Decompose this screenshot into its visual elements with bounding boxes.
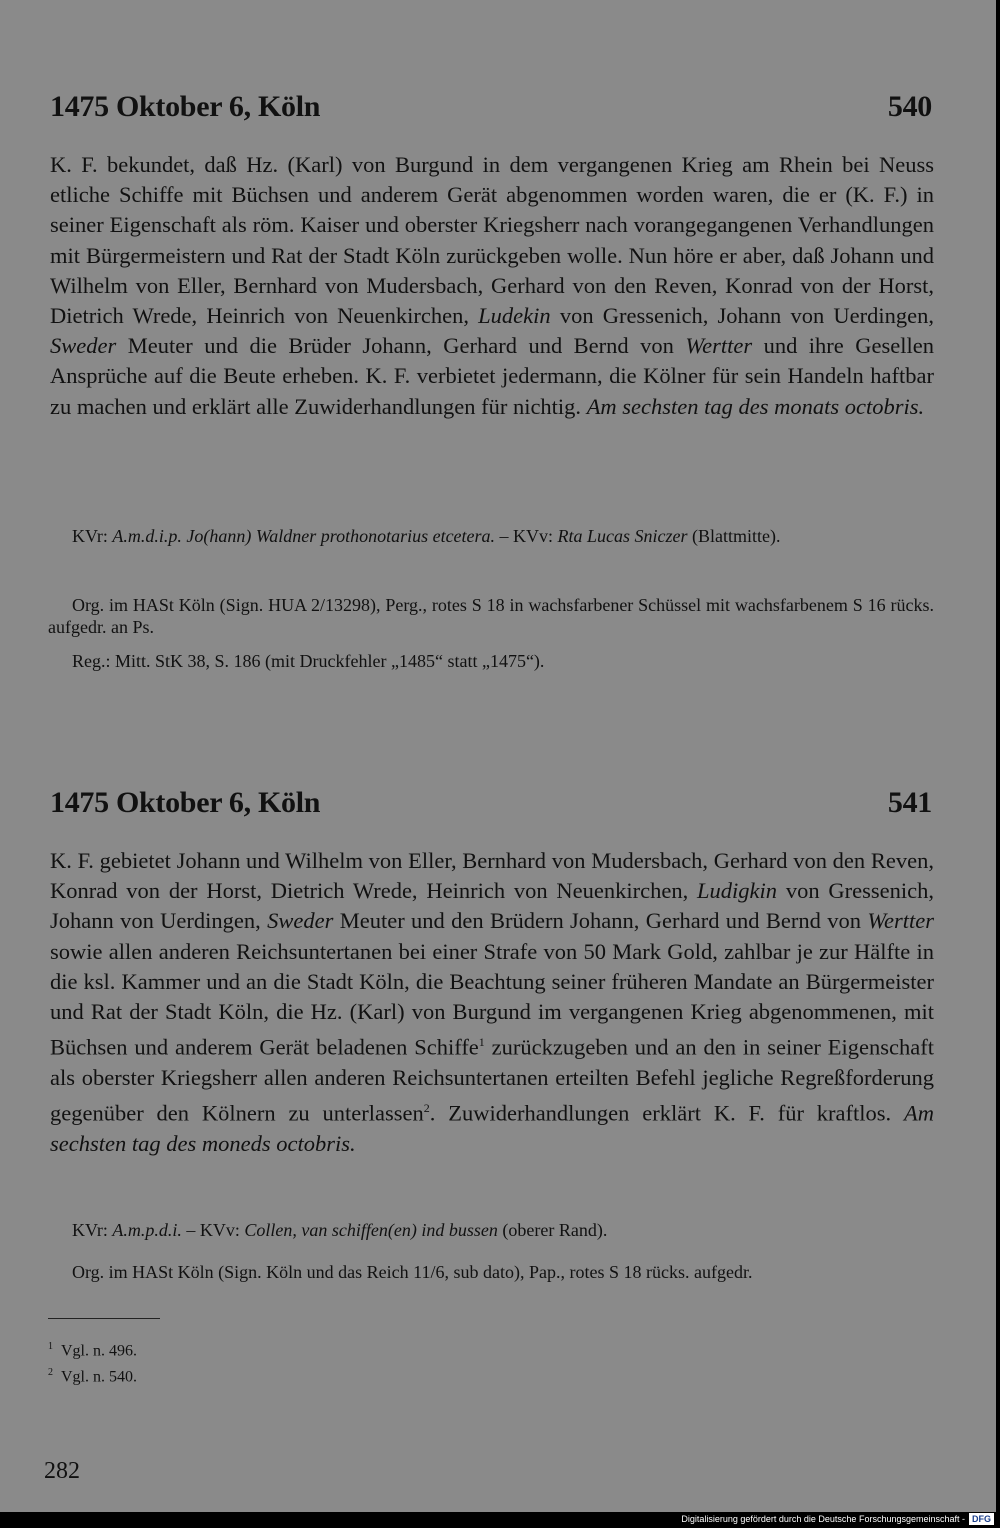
footnote-ref: 2	[423, 1101, 430, 1116]
body-text-segment: K. F. bekundet, daß Hz. (Karl) von Burgund in dem vergangenen Krieg am Rhein bei Neuss etliche Schiffe mit Büchsen und anderem Gerät abgenommen worden waren, die er (K. F.) in seiner Eigenschaft als röm. Kaiser und oberster Kriegsherr nach vorangegangenen Verhandlungen mit Bürgermeistern und Rat der Stadt Köln zurückgeben wolle. Nun höre er aber, daß Johann und Wilhelm von Eller, Bernhard von Mudersbach, Gerhard von den Reven, Konrad von der Horst, Dietrich Wrede, Heinrich von Neuenkirchen,	[50, 152, 934, 329]
body-italic-segment: Sweder	[50, 333, 117, 359]
body-italic-segment: Ludekin	[478, 303, 551, 329]
body-text-segment: und ihre Gesellen Ansprüche auf die Beute erheben. K. F. verbietet jedermann, die Kölner für sein Handeln haftbar zu machen und erklärt alle Zuwiderhandlungen für nichtig.	[50, 333, 934, 419]
kv-value: A.m.d.i.p. Jo(hann) Waldner prothonotarius etcetera.	[112, 526, 496, 546]
kv-note	[48, 1219, 934, 1241]
body-italic-segment: Sweder	[267, 908, 334, 934]
body-italic-segment: Am sechsten tag des moneds octobris.	[50, 1100, 934, 1156]
footnote-mark: 1	[48, 1341, 53, 1352]
regest-note: Reg.: Mitt. StK 38, S. 186 (mit Druckfehler „1485“ statt „1475“).	[72, 651, 545, 671]
original-note: Org. im HASt Köln (Sign. HUA 2/13298), Perg., rotes S 18 in wachsfarbener Schüssel mit wachsfarbenem S 16 rücks. aufgedr. an Ps.	[48, 595, 934, 637]
original-note: Org. im HASt Köln (Sign. Köln und das Reich 11/6, sub dato), Pap., rotes S 18 rücks. aufgedr.	[72, 1262, 753, 1282]
funding-bar	[681, 1513, 994, 1525]
body-text-segment: Meuter und die Brüder Johann, Gerhard und Bernd von	[116, 333, 686, 359]
kv-value: Rta Lucas Sniczer	[557, 526, 688, 546]
page-number: 282	[44, 1458, 80, 1484]
entry-number: 541	[887, 786, 932, 819]
kv-label: – KVv:	[181, 1220, 245, 1240]
kv-tail: (Blattmitte).	[687, 526, 781, 546]
footnotes	[48, 1336, 137, 1389]
kv-note	[48, 525, 934, 547]
body-italic-segment: Am sechsten tag des monats octobris.	[586, 393, 925, 419]
funding-note: Digitalisierung gefördert durch die Deutsche Forschungsgemeinschaft -	[681, 1514, 965, 1524]
entry-body	[50, 846, 934, 1159]
kv-value: Collen, van schiffen(en) ind bussen	[244, 1220, 498, 1240]
kv-value: A.m.p.d.i.	[112, 1220, 182, 1240]
entry-body	[50, 150, 934, 422]
footnote-mark: 2	[48, 1367, 53, 1379]
kv-tail: (oberer Rand).	[497, 1220, 608, 1240]
entry-date-place: 1475 Oktober 6, Köln	[50, 786, 321, 819]
body-italic-segment: Ludigkin	[697, 878, 778, 904]
body-text-segment: . Zuwiderhandlungen erklärt K. F. für kraftlos.	[429, 1100, 904, 1126]
body-text-segment: K. F. gebietet Johann und Wilhelm von Eller, Bernhard von Mudersbach, Gerhard von den Reven, Konrad von der Horst, Dietrich Wrede, Heinrich von Neuenkirchen,	[50, 848, 934, 904]
kv-label: – KVv:	[495, 526, 558, 546]
footnote-text: Vgl. n. 540.	[61, 1368, 137, 1386]
body-text-segment: zurückzugeben und an den in seiner Eigenschaft als oberster Kriegsherr allen anderen Reichsuntertanen erteilten Befehl jegliche Regreßforderung gegenüber den Kölnern zu unterlassen	[50, 1034, 934, 1126]
footnote-item	[48, 1336, 137, 1362]
entry-number: 540	[887, 90, 932, 123]
kv-label: KVr:	[72, 526, 113, 546]
footnote-item	[48, 1362, 137, 1388]
entry-heading	[50, 786, 932, 820]
body-text-segment: von Gressenich, Johann von Uerdingen,	[550, 303, 934, 329]
body-text-segment: Meuter und den Brüdern Johann, Gerhard und Bernd von	[333, 908, 868, 934]
body-italic-segment: Wertter	[685, 333, 753, 359]
footnote-ref: 1	[478, 1035, 485, 1050]
body-text-segment: von Gressenich, Johann von Uerdingen,	[50, 878, 934, 934]
kv-label: KVr:	[72, 1220, 113, 1240]
footnote-text: Vgl. n. 496.	[61, 1342, 137, 1360]
entry-heading	[50, 90, 932, 124]
dfg-logo-icon[interactable]: DFG	[969, 1513, 994, 1525]
body-italic-segment: Wertter	[867, 908, 934, 934]
body-text-segment: sowie allen anderen Reichsuntertanen bei einer Strafe von 50 Mark Gold, zahlbar je zur Hälfte in die ksl. Kammer und an die Stadt Köln, die Beachtung seiner früheren Mandate an Bürgermeister und Rat der Stadt Köln, die Hz. (Karl) von Burgund im vergangenen Krieg abgenommenen, mit Büchsen und anderem Gerät beladenen Schiffe	[50, 938, 934, 1060]
footnote-separator	[48, 1318, 160, 1319]
entry-date-place: 1475 Oktober 6, Köln	[50, 90, 321, 123]
